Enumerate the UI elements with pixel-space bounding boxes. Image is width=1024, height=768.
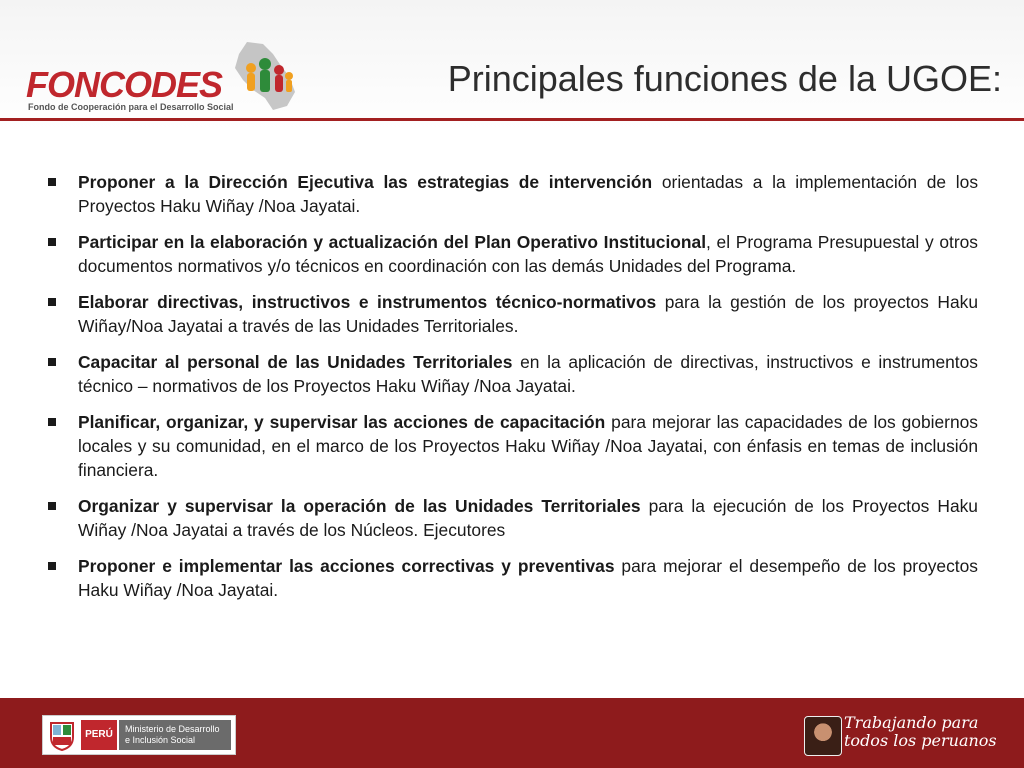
square-bullet-icon [48, 298, 56, 306]
list-item [48, 230, 978, 278]
functions-list [48, 170, 978, 614]
title-divider [0, 118, 1024, 121]
item-text: en la aplicación de directivas, instructivos e instrumentos técnico – normativos de los Proyectos Haku Wiñay /Noa Jayatai. [78, 352, 978, 396]
slogan-text [844, 714, 997, 750]
ministry-logo [42, 715, 236, 755]
logo-wordmark: FONCODES [26, 64, 223, 105]
slogan-badge [800, 712, 1000, 760]
item-bold-text: Proponer a la Dirección Ejecutiva las estrategias de intervención [78, 172, 653, 192]
page-title: Principales funciones de la UGOE: [447, 58, 1002, 99]
item-bold-text: Planificar, organizar, y supervisar las acciones de capacitación [78, 412, 606, 432]
item-bold-text: Organizar y supervisar la operación de las Unidades Territoriales [78, 496, 641, 516]
slogan-line-2: todos los peruanos [844, 731, 997, 750]
foncodes-logo [24, 40, 294, 120]
item-text: orientadas a la implementación de los Proyectos Haku Wiñay /Noa Jayatai. [78, 172, 979, 216]
peru-label: PERÚ [81, 720, 117, 750]
list-item [48, 410, 978, 482]
item-text: para mejorar el desempeño de los proyectos Haku Wiñay /Noa Jayatai. [78, 556, 978, 600]
square-bullet-icon [48, 562, 56, 570]
square-bullet-icon [48, 358, 56, 366]
ministry-name [119, 720, 231, 750]
square-bullet-icon [48, 502, 56, 510]
logo-subtitle: Fondo de Cooperación para el Desarrollo Social [28, 102, 234, 112]
item-text: para mejorar las capacidades de los gobiernos locales y su comunidad, en el marco de los Proyectos Haku Wiñay /Noa Jayatai, con énfasis en temas de inclusión financiera. [78, 412, 978, 480]
list-item [48, 170, 978, 218]
item-bold-text: Elaborar directivas, instructivos e instrumentos técnico-normativos [78, 292, 657, 312]
item-bold-text: Capacitar al personal de las Unidades Territoriales [78, 352, 513, 372]
square-bullet-icon [48, 418, 56, 426]
item-text: , el Programa Presupuestal y otros documentos normativos y/o técnicos en coordinación con las demás Unidades del Programa. [78, 232, 979, 276]
ministry-line-2: e Inclusión Social [125, 735, 196, 745]
square-bullet-icon [48, 178, 56, 186]
peru-coat-of-arms-icon [47, 719, 77, 751]
item-text: para la gestión de los proyectos Haku Wiñay/Noa Jayatai a través de las Unidades Territoriales. [78, 292, 978, 336]
woman-portrait [804, 716, 842, 756]
item-text: para la ejecución de los Proyectos Haku Wiñay /Noa Jayatai a través de los Núcleos. Ejecutores [78, 496, 978, 540]
ministry-line-1: Ministerio de Desarrollo [125, 724, 220, 734]
list-item [48, 554, 978, 602]
item-bold-text: Participar en la elaboración y actualización del Plan Operativo Institucional [78, 232, 707, 252]
list-item [48, 350, 978, 398]
list-item [48, 494, 978, 542]
item-bold-text: Proponer e implementar las acciones correctivas y preventivas [78, 556, 615, 576]
list-item [48, 290, 978, 338]
slogan-line-1: Trabajando para [844, 713, 979, 732]
square-bullet-icon [48, 238, 56, 246]
peru-map-figures-icon [229, 40, 299, 112]
